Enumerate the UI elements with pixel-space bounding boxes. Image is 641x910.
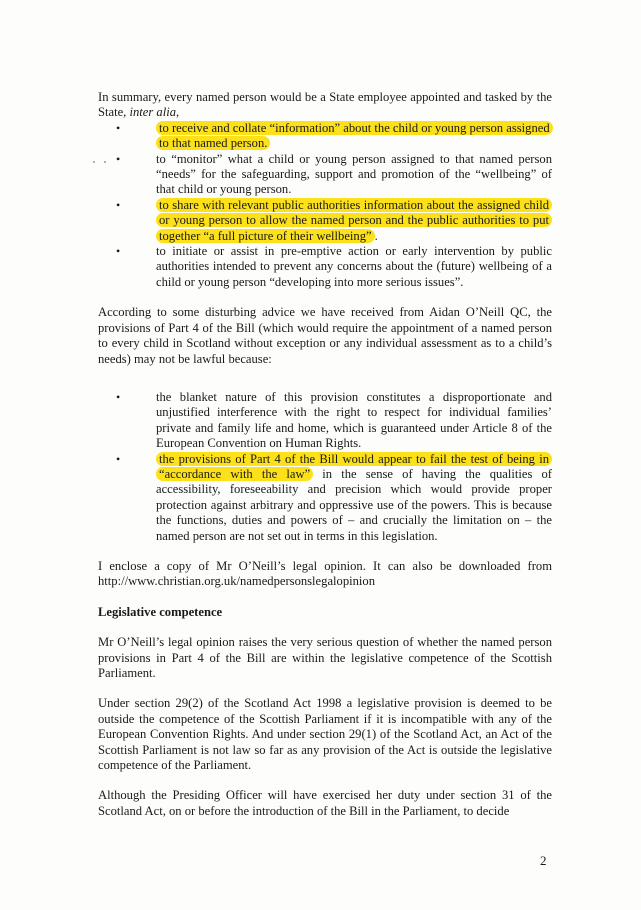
bullet-text: in the sense of having the qualities of accessibility, foreseeability and precision which would provide proper protection against arbitrary and oppressive use of the powers. This is because the functions, duties and powers of – and crucially the limitation on – the named person are not set out in terms in this legislation. [156, 466, 552, 543]
competence-paragraph: Mr O’Neill’s legal opinion raises the very serious question of whether the named person provisions in Part 4 of the Bill are within the legislative competence of the Scottish Parliament. [98, 635, 552, 680]
summary-bullet [98, 152, 552, 198]
bullet-text: the blanket nature of this provision constitutes a disproportionate and unjustified interference with the right to respect for individual families’ private and family life and home, which is guaranteed under Article 8 of the European Convention on Human Rights. [156, 389, 552, 451]
highlighted-text: to share with relevant public authorities information about the assigned child or young person to allow the named person and the public authorities to put together “a full picture of their wellbeing” [156, 198, 552, 243]
highlighted-text: to receive and collate “information” about the child or young person assigned to that named person. [156, 121, 553, 150]
page-number: 2 [540, 853, 547, 868]
enclose-paragraph: I enclose a copy of Mr O’Neill’s legal opinion. It can also be downloaded from http://www.christian.org.uk/namedpersonslegalopinion [98, 558, 552, 589]
scan-speck [104, 161, 106, 163]
lawful-bullet-list [98, 390, 552, 544]
bullet-text: to “monitor” what a child or young person assigned to that named person “needs” for the safeguarding, support and promotion of the “wellbeing” of that child or young person. [156, 151, 552, 197]
highlighted-text: the provisions of Part 4 of the Bill would appear to fail the test of being in “accordance with the law” [156, 452, 552, 481]
bullet-text: to initiate or assist in pre-emptive action or early intervention by public authorities intended to prevent any concerns about the (future) wellbeing of a child or young person “developing into more serious issues”. [156, 244, 552, 289]
scan-speck [93, 161, 95, 163]
advice-paragraph: According to some disturbing advice we have received from Aidan O’Neill QC, the provisions of Part 4 of the Bill (which would require the appointment of a named person to every child in Scotland without exception or any individual assessment as to a child’s needs) may not be lawful because: [98, 305, 552, 366]
summary-intro [98, 90, 552, 121]
summary-intro-end: , [176, 105, 180, 120]
summary-bullet [98, 244, 552, 290]
summary-bullet [98, 198, 552, 244]
lawful-bullet [98, 390, 552, 452]
bullet-text: . [374, 228, 378, 243]
summary-intro-text: In summary, every named person would be a State employee appointed and tasked by the State, [98, 90, 552, 120]
page-content [98, 90, 552, 819]
summary-intro-italic: inter alia [129, 105, 177, 120]
lawful-bullet [98, 452, 552, 544]
section-heading: Legislative competence [98, 604, 223, 619]
section-29-paragraph: Under section 29(2) of the Scotland Act 1998 a legislative provision is deemed to be outside the competence of the Scottish Parliament if it is incompatible with any of the European Convention Rights. And under section 29(1) of the Scotland Act, an Act of the Scottish Parliament is not law so far as any provision of the Act is outside the legislative competence of the Parliament. [98, 696, 552, 773]
summary-bullet-list [98, 121, 552, 290]
presiding-officer-paragraph: Although the Presiding Officer will have exercised her duty under section 31 of the Scotland Act, on or before the introduction of the Bill in the Parliament, to decide [98, 788, 552, 818]
summary-bullet [98, 121, 552, 152]
